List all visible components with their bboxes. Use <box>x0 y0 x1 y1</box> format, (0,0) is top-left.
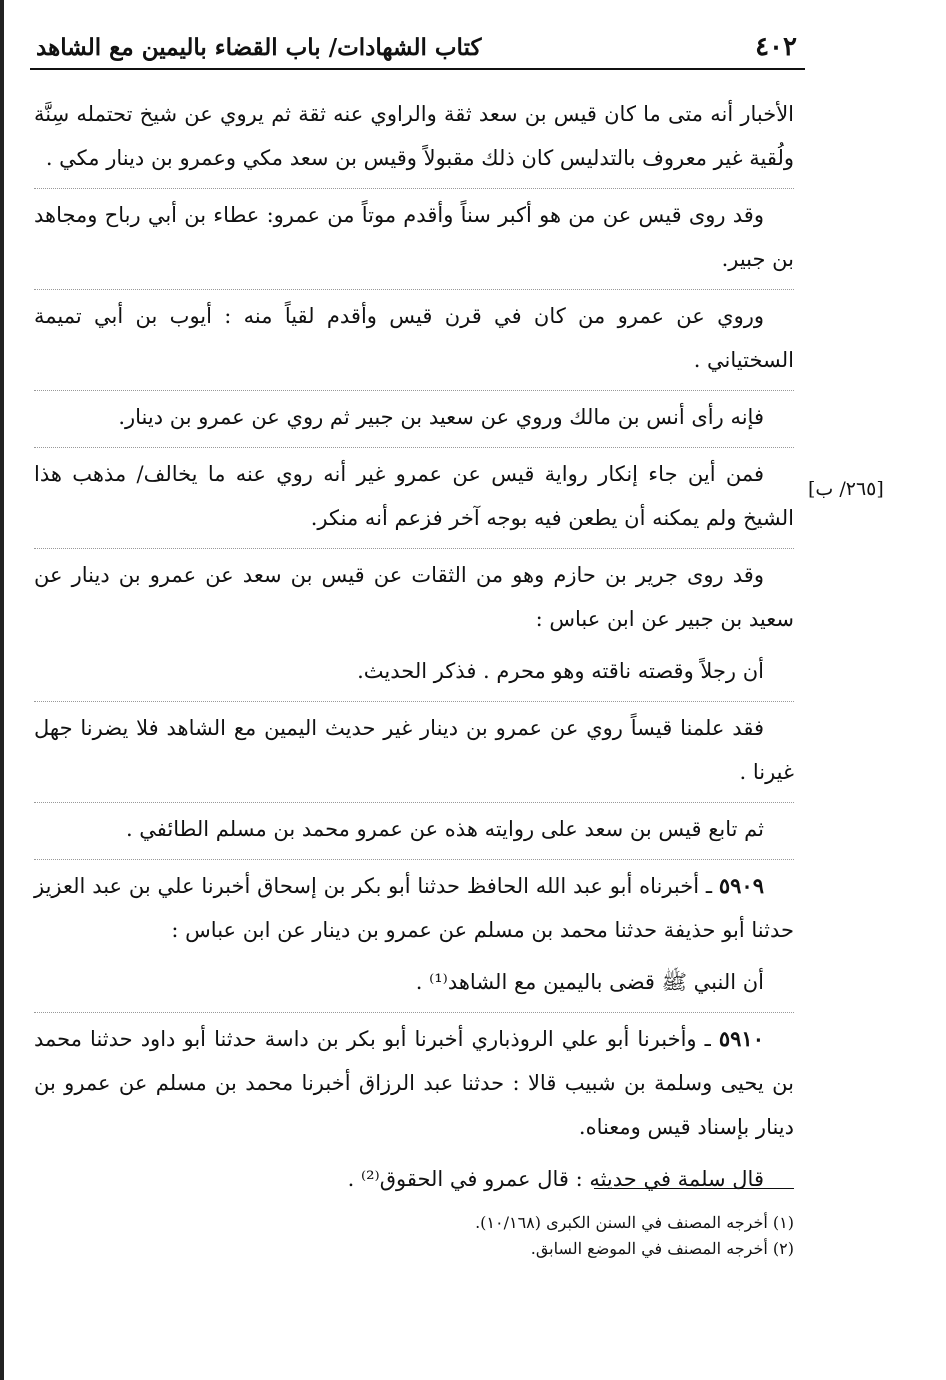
footnote-rule <box>594 1188 794 1189</box>
main-text <box>34 92 794 1209</box>
paragraph: ثم تابع قيس بن سعد على روايته هذه عن عمرو محمد بن مسلم الطائفي . <box>125 817 764 841</box>
hadith-isnad: ـ أخبرناه أبو عبد الله الحافظ حدثنا أبو بكر بن إسحاق أخبرنا علي بن عبد العزيز حدثنا أبو حذيفة حدثنا محمد بن مسلم عن عمرو بن دينار عن ابن عباس : <box>34 874 794 942</box>
paragraph: أن رجلاً وقصته ناقته وهو محرم . فذكر الحديث. <box>357 659 764 683</box>
hadith-5909 <box>34 864 794 952</box>
paragraph-divider <box>34 188 794 189</box>
paragraph-divider <box>34 802 794 803</box>
footnote-2: (٢) أخرجه المصنف في الموضع السابق. <box>530 1239 794 1258</box>
paragraph: فإنه رأى أنس بن مالك وروي عن سعيد بن جبير ثم روي عن عمرو بن دينار. <box>118 405 764 429</box>
paragraph: الأخبار أنه متى ما كان قيس بن سعد ثقة والراوي عنه ثقة ثم يروي عن شيخ تحتمله سِنَّة ولُقية غير معروف بالتدليس كان ذلك مقبولاً وقيس بن سعد مكي وعمرو بن دينار مكي . <box>34 102 794 170</box>
hadith-isnad: ـ وأخبرنا أبو علي الروذباري أخبرنا أبو بكر بن داسة حدثنا أبو داود حدثنا محمد بن يحيى وسلمة بن شبيب قالا : حدثنا عبد الرزاق أخبرنا محمد بن مسلم عن عمرو بن دينار بإسناد قيس ومعناه. <box>34 1027 794 1139</box>
footnotes <box>300 1210 794 1262</box>
hadith-5910 <box>34 1017 794 1149</box>
manuscript-folio-marker: [٢٦٥/ ب] <box>808 478 884 500</box>
footnote-1: (١) أخرجه المصنف في السنن الكبرى (١٠/١٦٨). <box>475 1213 794 1232</box>
hadith-matn: قال سلمة في حديثه : قال عمرو في الحقوق⁽²⁾ . <box>347 1167 764 1191</box>
paragraph-divider <box>34 289 794 290</box>
paragraph: وقد روى قيس عن من هو أكبر سناً وأقدم موتاً من عمرو: عطاء بن أبي رباح ومجاهد بن جبير. <box>34 203 794 271</box>
page-edge-border <box>0 0 4 1380</box>
paragraph-divider <box>34 1012 794 1013</box>
paragraph-divider <box>34 859 794 860</box>
paragraph: وقد روى جرير بن حازم وهو من الثقات عن قيس بن سعد عن عمرو بن دينار عن سعيد بن جبير عن ابن عباس : <box>34 563 794 631</box>
hadith-matn: أن النبي ﷺ قضى باليمين مع الشاهد⁽¹⁾ . <box>415 970 764 994</box>
running-title: كتاب الشهادات/ باب القضاء باليمين مع الشاهد <box>36 34 482 61</box>
paragraph: وروي عن عمرو من كان في قرن قيس وأقدم لقياً منه : أيوب بن أبي تميمة السختياني . <box>34 304 794 372</box>
paragraph-divider <box>34 447 794 448</box>
paragraph: فقد علمنا قيساً روي عن عمرو بن دينار غير حديث اليمين مع الشاهد فلا يضرنا جهل غيرنا . <box>34 716 794 784</box>
hadith-number: ٥٩٠٩ <box>718 873 764 898</box>
paragraph-divider <box>34 701 794 702</box>
paragraph-divider <box>34 548 794 549</box>
paragraph: فمن أين جاء إنكار رواية قيس عن عمرو غير أنه روي عنه ما يخالف/ مذهب هذا الشيخ ولم يمكنه أن يطعن فيه بوجه آخر فزعم أنه منكر. <box>34 462 794 530</box>
page-header <box>30 28 805 70</box>
hadith-number: ٥٩١٠ <box>718 1026 764 1051</box>
page-number: ٤٠٢ <box>755 32 797 62</box>
paragraph-divider <box>34 390 794 391</box>
